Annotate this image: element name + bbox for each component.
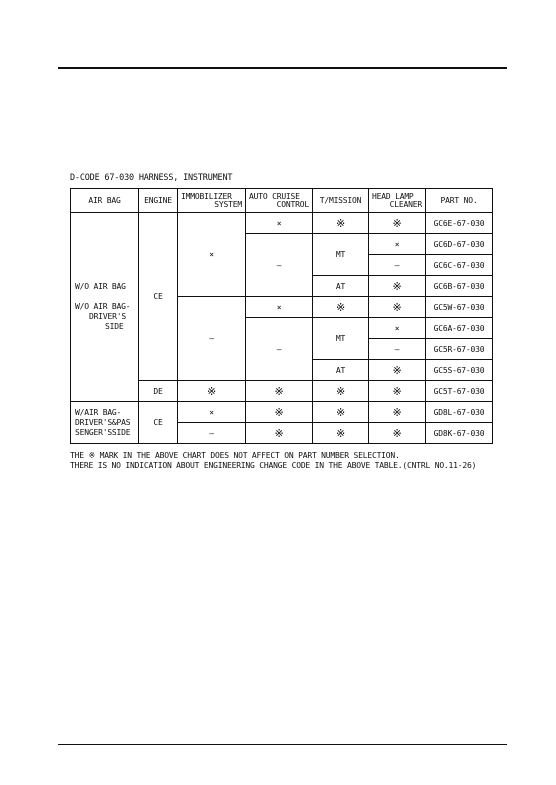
immobilizer-cell: × [178,213,246,297]
part-number-cell: GC6E-67-030 [426,213,493,234]
header-head-lamp-cleaner [369,189,426,213]
part-number-cell: GD8K-67-030 [426,423,493,444]
cruise-cell: – [246,318,313,381]
transmission-cell: ※ [313,297,369,318]
head-lamp-cell: × [369,318,426,339]
header-immobilizer [178,189,246,213]
header-rule [58,67,507,69]
note-line-2: THERE IS NO INDICATION ABOUT ENGINEERING CHANGE CODE IN THE ABOVE TABLE.(CNTRL NO.11-26) [70,461,477,470]
head-lamp-cell: – [369,339,426,360]
airbag-with-group [71,402,139,444]
header-transmission: T/MISSION [313,189,369,213]
header-auto-cruise-line1: AUTO CRUISE [249,191,300,201]
transmission-cell: ※ [313,402,369,423]
transmission-cell: MT [313,234,369,276]
table-caption: D-CODE 67-030 HARNESS, INSTRUMENT [70,173,233,183]
part-number-cell: GC5W-67-030 [426,297,493,318]
cruise-cell: × [246,213,313,234]
head-lamp-cell: ※ [369,360,426,381]
footer-rule [58,744,507,745]
header-part-no: PART NO. [426,189,493,213]
head-lamp-cell: ※ [369,423,426,444]
transmission-cell: ※ [313,381,369,402]
immobilizer-cell: – [178,297,246,381]
transmission-cell: ※ [313,213,369,234]
header-immobilizer-line2: SYSTEM [214,199,242,209]
airbag-without-line1: W/O AIR BAG [75,282,126,291]
immobilizer-cell: – [178,423,246,444]
part-number-cell: GC6B-67-030 [426,276,493,297]
engine-de-cell: DE [139,381,178,402]
part-number-cell: GC5T-67-030 [426,381,493,402]
immobilizer-cell: × [178,402,246,423]
header-auto-cruise-line2: CONTROL [276,199,309,209]
table-row [71,402,493,423]
cruise-cell: × [246,297,313,318]
header-head-lamp-line2: CLEANER [389,199,422,209]
part-number-cell: GD8L-67-030 [426,402,493,423]
engine-ce-cell: CE [139,402,178,444]
part-number-cell: GC6A-67-030 [426,318,493,339]
cruise-cell: ※ [246,381,313,402]
airbag-without-group [71,213,139,402]
part-number-cell: GC5R-67-030 [426,339,493,360]
part-number-cell: GC6C-67-030 [426,255,493,276]
note-line-1: THE ※ MARK IN THE ABOVE CHART DOES NOT AFFECT ON PART NUMBER SELECTION. [70,451,400,460]
table-row [71,213,493,234]
header-auto-cruise [246,189,313,213]
head-lamp-cell: ※ [369,276,426,297]
transmission-cell: AT [313,276,369,297]
head-lamp-cell: ※ [369,213,426,234]
airbag-without-line2: W/O AIR BAG- [75,302,131,311]
immobilizer-cell: ※ [178,381,246,402]
header-immobilizer-line1: IMMOBILIZER [181,191,232,201]
head-lamp-cell: × [369,234,426,255]
cruise-cell: ※ [246,402,313,423]
header-head-lamp-line1: HEAD LAMP [372,191,414,201]
header-airbag: AIR BAG [71,189,139,213]
cruise-cell: – [246,234,313,297]
airbag-without-line3: DRIVER'S [89,312,126,321]
parts-table [70,188,493,444]
airbag-with-line3: SENGER'SSIDE [75,427,131,437]
table-header-row [71,189,493,213]
airbag-with-line2: DRIVER'S&PAS [75,417,131,427]
airbag-without-line4: SIDE [105,322,124,331]
head-lamp-cell: ※ [369,381,426,402]
transmission-cell: AT [313,360,369,381]
cruise-cell: ※ [246,423,313,444]
part-number-cell: GC6D-67-030 [426,234,493,255]
head-lamp-cell: – [369,255,426,276]
part-number-cell: GC5S-67-030 [426,360,493,381]
transmission-cell: MT [313,318,369,360]
head-lamp-cell: ※ [369,297,426,318]
airbag-with-line1: W/AIR BAG- [75,407,122,417]
header-engine: ENGINE [139,189,178,213]
head-lamp-cell: ※ [369,402,426,423]
engine-ce-cell: CE [139,213,178,381]
transmission-cell: ※ [313,423,369,444]
